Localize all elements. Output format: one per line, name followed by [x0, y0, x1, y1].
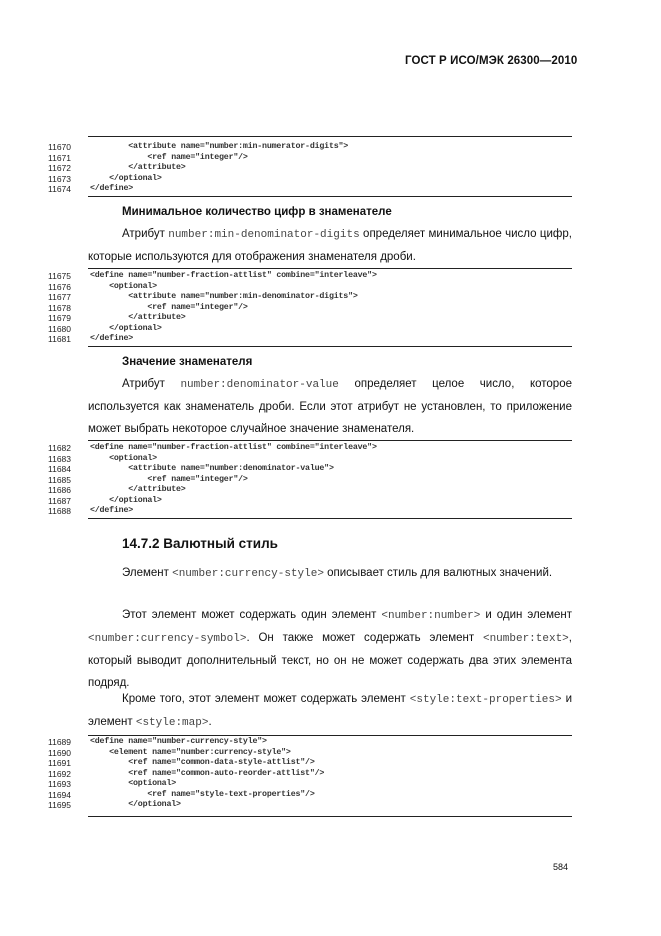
code-text: <define name="number-fraction-attlist" combine="interleave"> — [90, 271, 377, 280]
code-term: <number:currency-style> — [172, 568, 324, 580]
code-text: </define> — [90, 334, 134, 343]
code-text: <ref name="common-auto-reorder-attlist"/> — [90, 768, 325, 778]
line-number: 11676 — [48, 281, 72, 292]
line-number: 11679 — [48, 313, 72, 323]
code-block-bottom-rule — [88, 816, 572, 817]
text-run: Атрибут — [122, 228, 169, 240]
code-block-top-rule — [88, 735, 572, 736]
line-number: 11686 — [48, 485, 72, 495]
line-number: 11670 — [48, 142, 72, 152]
text-run: и элемент — [88, 693, 572, 728]
paragraph — [88, 688, 572, 734]
paragraph — [88, 373, 572, 440]
line-number: 11684 — [48, 464, 72, 474]
code-block-top-rule — [88, 136, 572, 137]
code-term: <style:text-properties> — [409, 694, 562, 706]
code-text: <optional> — [90, 281, 157, 291]
code-term: number:denominator-value — [180, 379, 339, 391]
code-text: </attribute> — [90, 163, 186, 172]
line-number: 11673 — [48, 173, 72, 184]
code-term: <number:currency-symbol> — [88, 633, 247, 645]
document-header: ГОСТ Р ИСО/МЭК 26300—2010 — [405, 55, 578, 67]
text-run: описывает стиль для валютных значений. — [323, 567, 553, 579]
line-number: 11682 — [48, 443, 72, 453]
code-term: <number:number> — [381, 610, 481, 622]
code-text: <ref name="common-data-style-attlist"/> — [90, 758, 315, 767]
code-text: <element name="number:currency-style"> — [90, 747, 291, 757]
code-text: <ref name="integer"/> — [90, 302, 248, 312]
code-text: </define> — [90, 184, 134, 193]
code-text: <attribute name="number:min-numerator-digits"> — [90, 142, 349, 151]
text-run: Элемент — [122, 567, 173, 579]
paragraph — [88, 223, 572, 268]
section-heading: Минимальное количество цифр в знаменателе — [122, 206, 392, 218]
line-number: 11671 — [48, 152, 72, 163]
line-number: 11674 — [48, 184, 72, 194]
line-number: 11689 — [48, 737, 72, 747]
code-text: </optional> — [90, 323, 162, 333]
text-run: определяет целое число, которое используется как знаменатель дроби. Если этот атрибут не установлен, то приложение может выбрать некоторое случайное значение знаменателя. — [88, 378, 572, 435]
line-number: 11677 — [48, 292, 72, 302]
code-text: <ref name="style-text-properties"/> — [90, 789, 315, 799]
code-block-bottom-rule — [88, 346, 572, 347]
code-text: <optional> — [90, 453, 157, 463]
code-text: <ref name="integer"/> — [90, 474, 248, 484]
code-text: </attribute> — [90, 313, 186, 322]
page-number: 584 — [553, 862, 569, 872]
line-number: 11694 — [48, 789, 72, 800]
paragraph — [88, 562, 572, 585]
line-number: 11688 — [48, 506, 72, 516]
text-run: определяет минимальное число цифр, которые используются для отображения знаменателя дроби. — [88, 228, 572, 263]
line-number: 11680 — [48, 323, 72, 334]
code-text: <ref name="integer"/> — [90, 152, 248, 162]
text-run: Этот элемент может содержать один элемент — [122, 609, 382, 621]
code-text: <attribute name="number:min-denominator-digits"> — [90, 292, 358, 301]
code-block-top-rule — [88, 440, 572, 441]
line-number: 11690 — [48, 747, 72, 758]
line-number: 11681 — [48, 334, 72, 344]
section-heading: Значение знаменателя — [122, 356, 253, 368]
line-number: 11672 — [48, 163, 72, 173]
code-text: <define name="number-fraction-attlist" combine="interleave"> — [90, 443, 377, 452]
line-number: 11687 — [48, 495, 72, 506]
text-run: . Он также может содержать элемент — [246, 632, 483, 644]
line-number: 11683 — [48, 453, 72, 464]
code-block-bottom-rule — [88, 196, 572, 197]
text-run: . — [208, 716, 212, 728]
line-number: 11691 — [48, 758, 72, 768]
code-text: </optional> — [90, 495, 162, 505]
subsection-heading: 14.7.2 Валютный стиль — [122, 536, 278, 551]
text-run: , который выводит дополнительный текст, но он не может содержать два этих элемента подряд. — [88, 632, 572, 689]
code-text: </define> — [90, 506, 134, 515]
text-run: Кроме того, этот элемент может содержать элемент — [122, 693, 410, 705]
line-number: 11678 — [48, 302, 72, 313]
paragraph — [88, 604, 572, 694]
line-number: 11692 — [48, 768, 72, 779]
code-text: </optional> — [90, 800, 181, 809]
line-number: 11693 — [48, 779, 72, 789]
code-text: </attribute> — [90, 485, 186, 494]
code-term: <number:text> — [482, 633, 569, 645]
line-number: 11685 — [48, 474, 72, 485]
line-number: 11675 — [48, 271, 72, 281]
code-term: <style:map> — [135, 717, 209, 729]
text-run: и один элемент — [480, 609, 572, 621]
code-text: </optional> — [90, 173, 162, 183]
code-text: <optional> — [90, 779, 177, 788]
code-term: number:min-denominator-digits — [168, 229, 360, 241]
code-block-bottom-rule — [88, 518, 572, 519]
code-block-top-rule — [88, 268, 572, 269]
line-number: 11695 — [48, 800, 72, 810]
code-text: <attribute name="number:denominator-value"> — [90, 464, 334, 473]
text-run: Атрибут — [122, 378, 181, 390]
code-text: <define name="number-currency-style"> — [90, 737, 267, 746]
